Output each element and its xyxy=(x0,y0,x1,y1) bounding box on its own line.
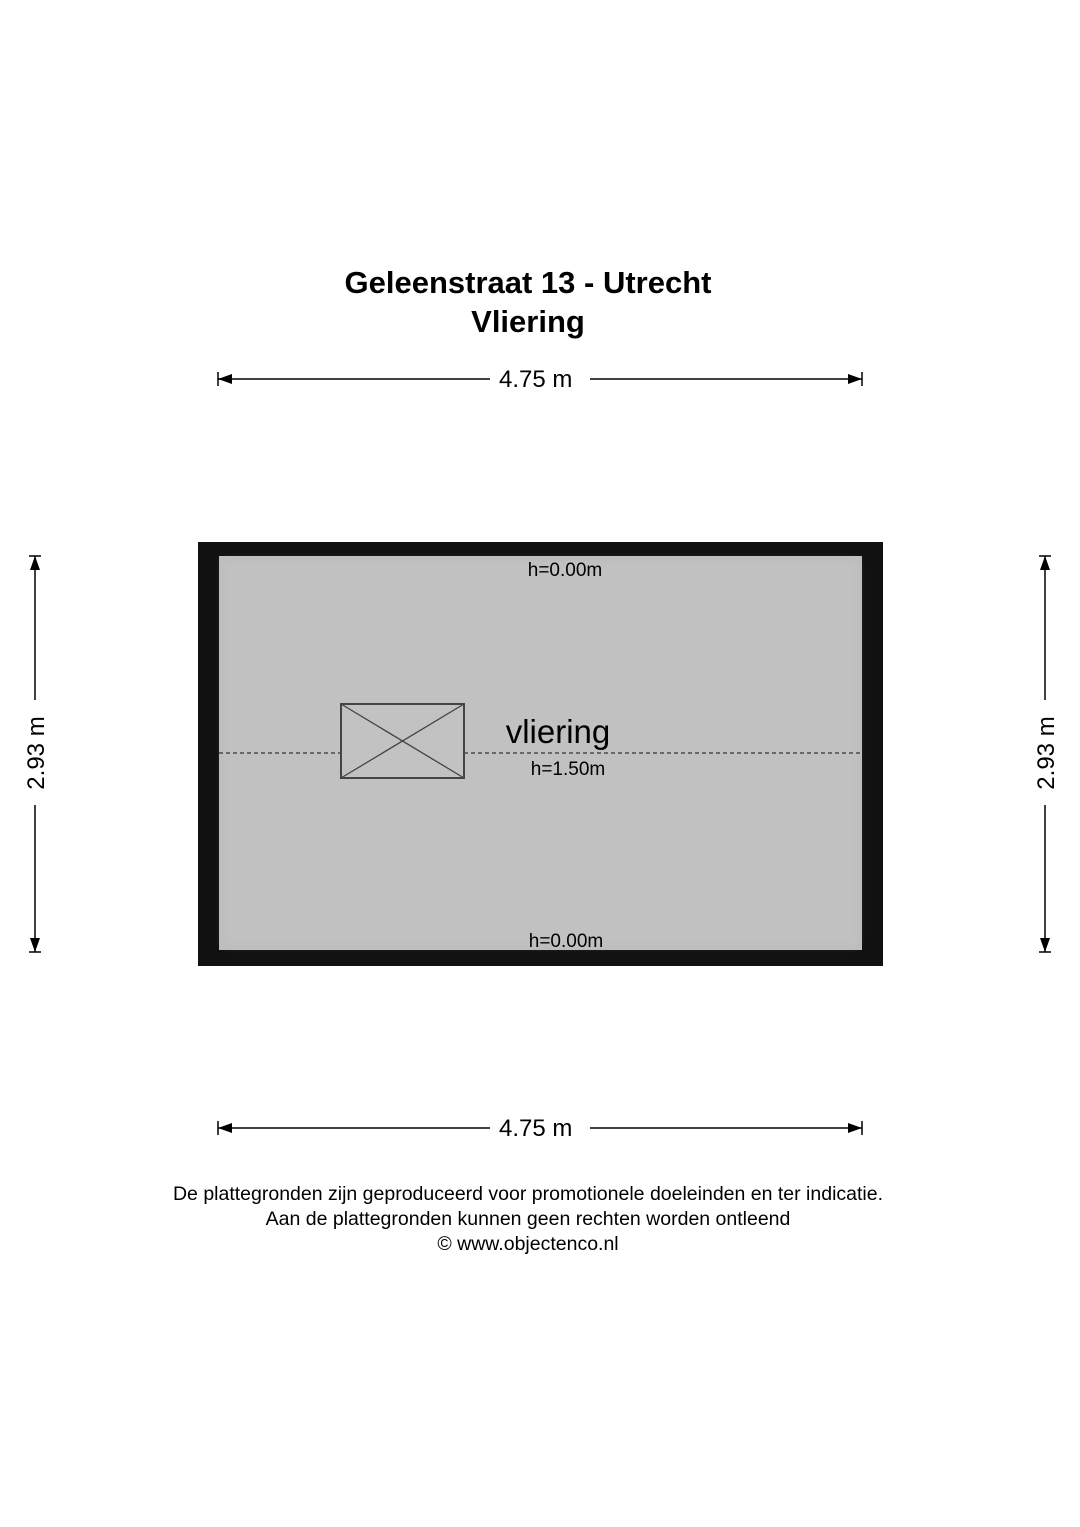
height-label-top: h=0.00m xyxy=(527,560,603,581)
right-dimension-label: 2.93 m xyxy=(1033,716,1060,790)
copyright-line: © www.objectenco.nl xyxy=(437,1233,619,1255)
room-name: vliering xyxy=(505,713,611,750)
disclaimer-line-2: Aan de plattegronden kunnen geen rechten worden ontleend xyxy=(265,1208,791,1230)
left-dimension-label: 2.93 m xyxy=(23,716,50,790)
height-label-middle: h=1.50m xyxy=(530,759,606,780)
bottom-dimension-label: 4.75 m xyxy=(491,1115,580,1143)
roof-hatch xyxy=(341,704,464,778)
plan-title: Geleenstraat 13 - Utrecht xyxy=(344,265,712,300)
disclaimer-line-1: De plattegronden zijn geproduceerd voor promotionele doeleinden en ter indicatie. xyxy=(172,1183,884,1205)
height-label-bottom: h=0.00m xyxy=(528,931,604,952)
floor-name: Vliering xyxy=(471,304,585,339)
top-dimension-label: 4.75 m xyxy=(491,366,580,394)
